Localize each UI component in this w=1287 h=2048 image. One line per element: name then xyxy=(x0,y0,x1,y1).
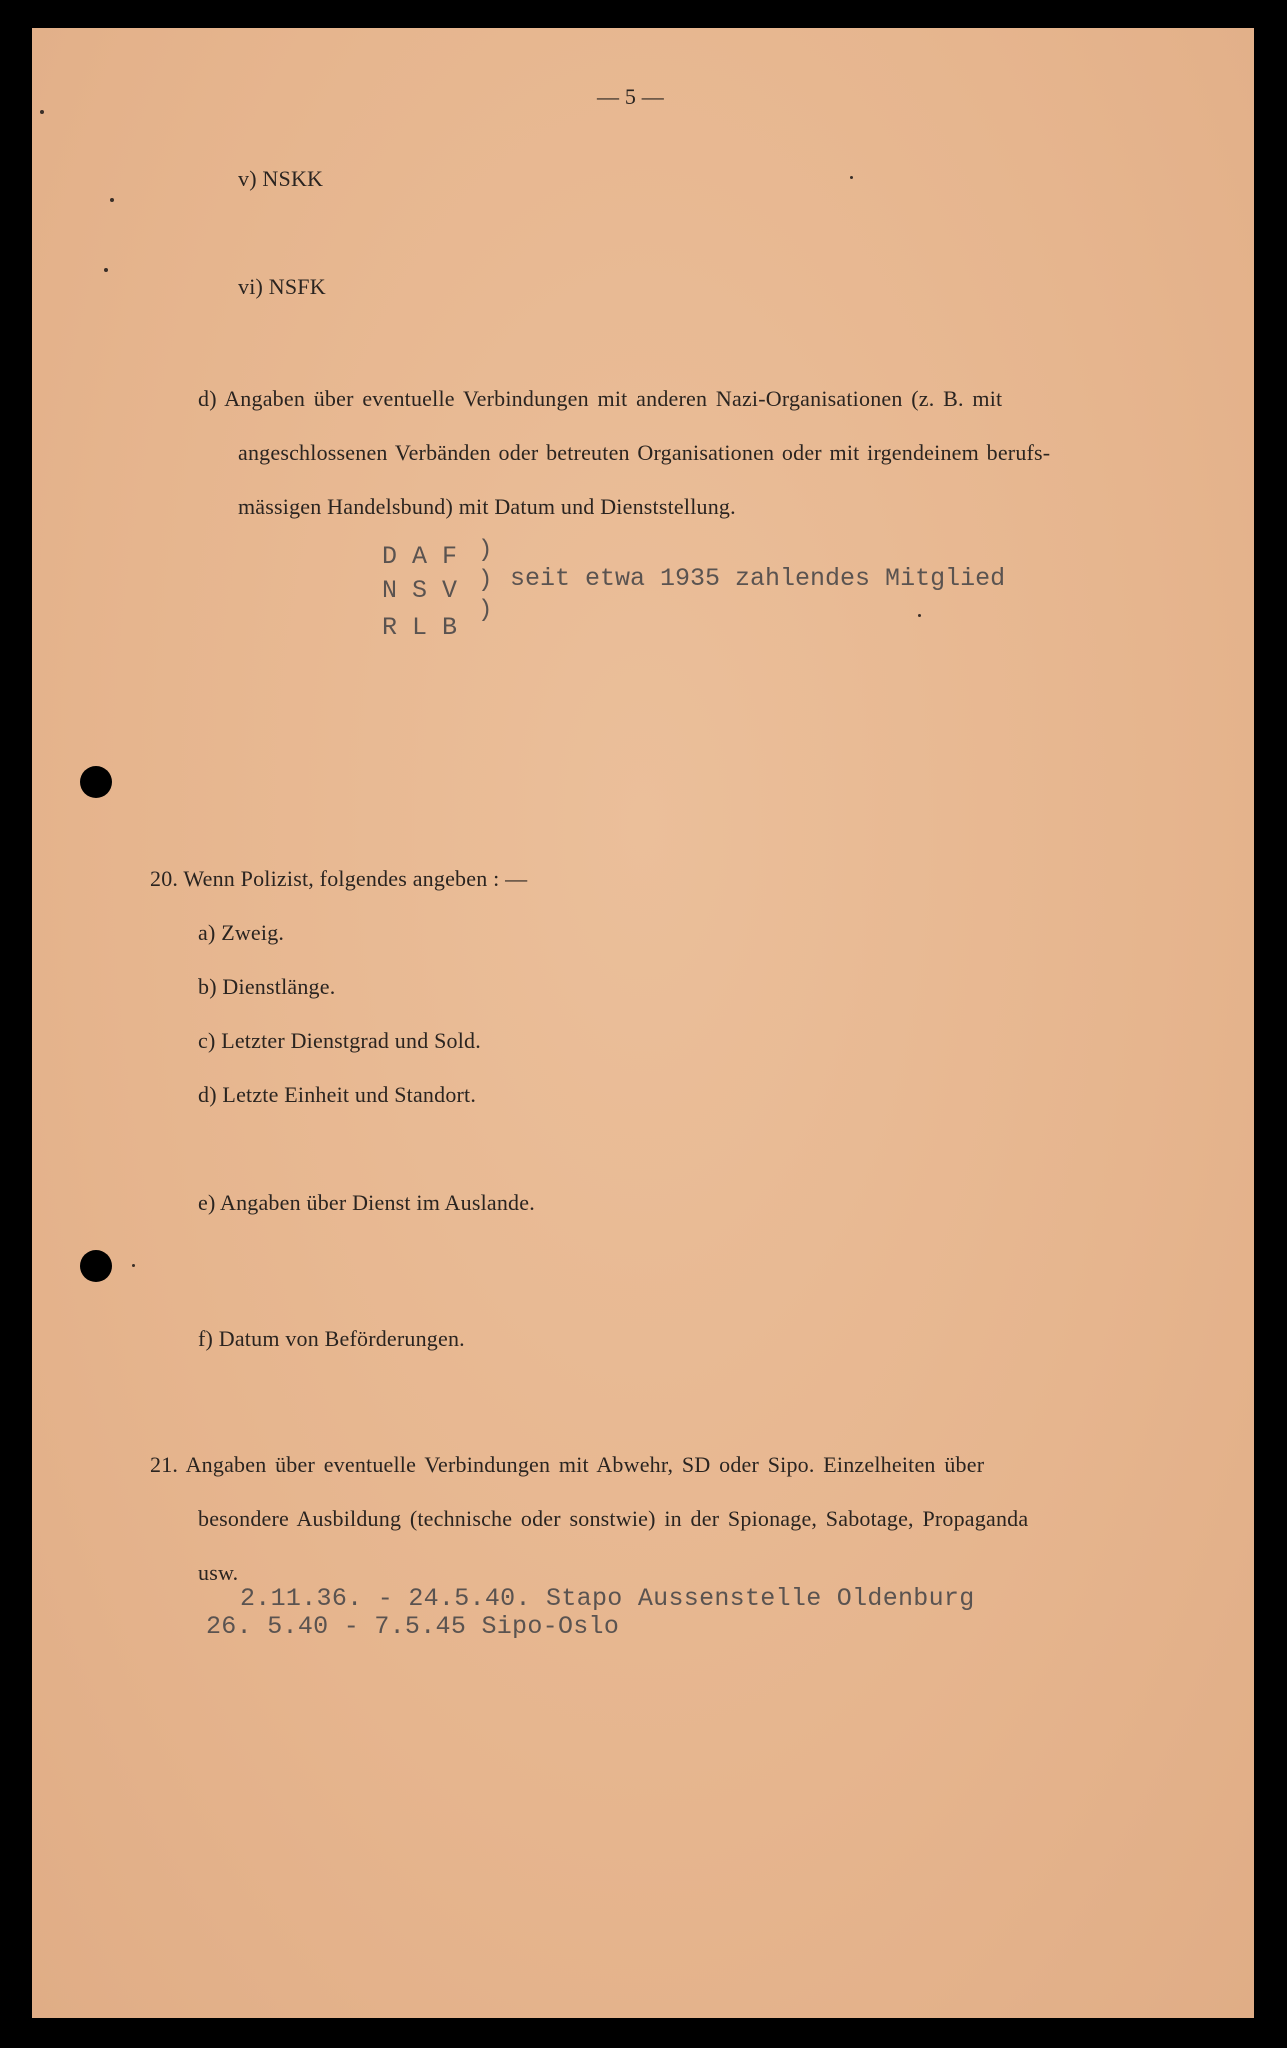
q21-typed-line2: 26. 5.40 - 7.5.45 Sipo-Oslo xyxy=(206,1612,620,1641)
q20-f: f) Datum von Beförderungen. xyxy=(198,1326,465,1351)
punch-hole-top xyxy=(80,766,112,798)
punch-hole-bottom xyxy=(80,1250,112,1282)
document-page xyxy=(32,28,1254,2018)
typed-bracket: ) ) ) xyxy=(478,537,493,624)
typed-org-rlb: R L B xyxy=(382,613,458,642)
q21-line2: besondere Ausbildung (technische oder sonstwie) in der Spionage, Sabotage, Propaganda xyxy=(198,1506,1029,1531)
q20-e: e) Angaben über Dienst im Auslande. xyxy=(198,1190,535,1215)
q20-title: 20. Wenn Polizist, folgendes angeben : — xyxy=(150,866,528,891)
q21-line3: usw. xyxy=(198,1560,239,1585)
q20-a: a) Zweig. xyxy=(198,920,285,945)
q21-typed-line1: 2.11.36. - 24.5.40. Stapo Aussenstelle Oldenburg xyxy=(240,1584,975,1613)
typed-org-daf: D A F xyxy=(382,542,458,571)
speck xyxy=(104,268,108,272)
page-number: — 5 — xyxy=(597,84,664,109)
item-d-line1: d) Angaben über eventuelle Verbindungen mit anderen Nazi-Organisationen (z. B. mit xyxy=(198,386,1003,411)
item-v-nskk: v) NSKK xyxy=(238,166,324,191)
typed-org-nsv: N S V xyxy=(382,576,458,605)
typed-org-note: seit etwa 1935 zahlendes Mitglied xyxy=(510,564,1006,593)
speck xyxy=(40,110,44,114)
q20-c: c) Letzter Dienstgrad und Sold. xyxy=(198,1028,481,1053)
speck xyxy=(132,1264,135,1267)
speck xyxy=(850,176,853,179)
item-d-line2: angeschlossenen Verbänden oder betreuten Organisationen oder mit irgendeinem berufs- xyxy=(238,440,1051,465)
item-vi-nsfk: vi) NSFK xyxy=(238,274,326,299)
item-d-line3: mässigen Handelsbund) mit Datum und Dienststellung. xyxy=(238,494,736,519)
q20-b: b) Dienstlänge. xyxy=(198,974,336,999)
speck xyxy=(110,198,114,202)
q20-d: d) Letzte Einheit und Standort. xyxy=(198,1082,477,1107)
speck xyxy=(918,614,921,617)
q21-line1: 21. Angaben über eventuelle Verbindungen mit Abwehr, SD oder Sipo. Einzelheiten über xyxy=(150,1452,985,1477)
